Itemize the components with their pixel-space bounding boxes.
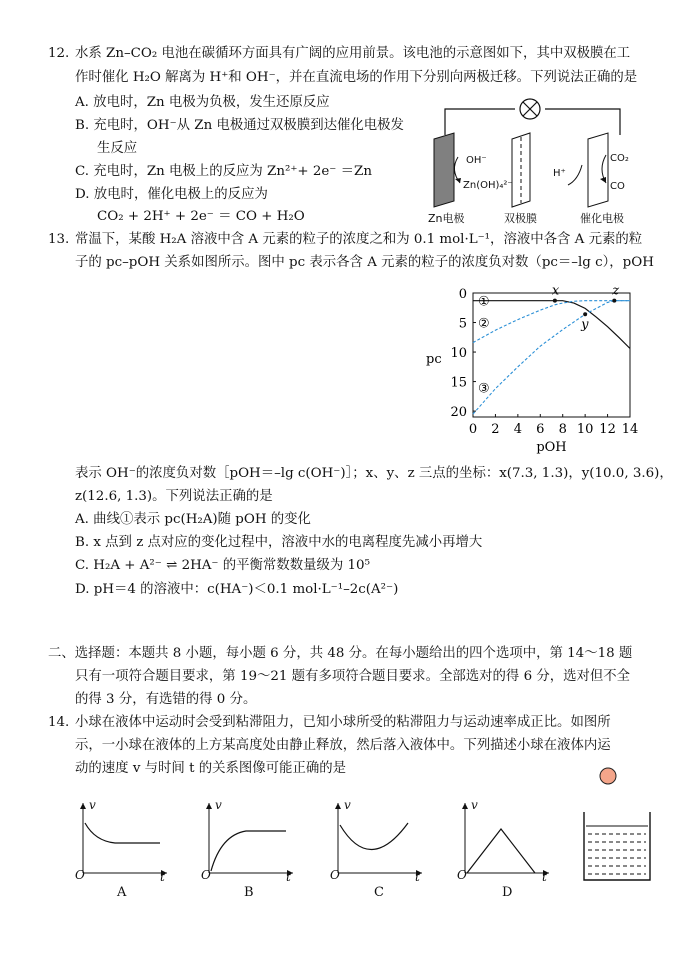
curve-1 <box>473 301 630 349</box>
q13-stem-line2: 子的 pc–pOH 关系如图所示。图中 pc 表示各含 A 元素的粒子的浓度负对数（pc＝–lg c），pOH <box>75 255 654 270</box>
catalytic-electrode-label: 催化电极 <box>580 212 624 225</box>
graph-a-o: O <box>75 868 85 882</box>
q13-stem-line1: 常温下，某酸 H₂A 溶液中含 A 元素的粒子的浓度之和为 0.1 mol·L⁻¹，溶液中各含 A 元素的粒 <box>75 232 643 247</box>
vt-curve-c <box>340 823 408 850</box>
q14-stem-line2: 示，一小球在液体的上方某高度处由静止释放，然后落入液体中。下列描述小球在液体内运 <box>75 738 611 753</box>
q12-stem-line1: 水系 Zn–CO₂ 电池在碳循环方面具有广阔的应用前景。该电池的示意图如下，其中双极膜在工 <box>75 46 631 61</box>
q14-stem-line3: 动的速度 v 与时间 t 的关系图像可能正确的是 <box>75 761 347 776</box>
graph-b-o: O <box>201 868 211 882</box>
graph-a-label: A <box>117 885 127 900</box>
zn-electrode-label: Zn电极 <box>428 212 465 225</box>
curve-label-3: ③ <box>478 381 490 397</box>
q12-option-b-line1: B. 充电时，OH⁻从 Zn 电极通过双极膜到达催化电极发 <box>75 118 404 133</box>
point-label-x: x <box>551 285 560 299</box>
bipolar-membrane <box>512 133 530 207</box>
vt-curve-d <box>467 829 535 873</box>
graph-d-o: O <box>457 868 467 882</box>
x-tick-label: 0 <box>468 422 478 437</box>
ball-liquid-diagram <box>578 760 658 890</box>
graph-b-v: v <box>215 798 222 812</box>
x-tick-label: 12 <box>599 422 616 437</box>
membrane-label: 双极膜 <box>504 212 537 225</box>
point-label-z: z <box>612 285 620 299</box>
q12-stem-line2: 作时催化 H₂O 解离为 H⁺和 OH⁻，并在直流电场的作用下分别向两极迁移。下列说法正确的是 <box>75 70 638 85</box>
co-label: CO <box>610 181 625 192</box>
h-arrow <box>568 165 582 185</box>
vt-curve-b <box>211 831 286 871</box>
graph-c-label: C <box>374 885 384 900</box>
x-tick-label: 14 <box>621 422 639 437</box>
q13-option-d: D. pH＝4 的溶液中：c(HA⁻)＜0.1 mol·L⁻¹–2c(A²⁻) <box>75 582 399 597</box>
q14-number: 14. <box>48 715 70 730</box>
ball-icon <box>600 768 616 784</box>
q12-option-c: C. 充电时，Zn 电极上的反应为 Zn²⁺+ 2e⁻ ＝Zn <box>75 164 372 179</box>
graph-b-t: t <box>286 870 291 884</box>
section2-line2: 只有一项符合题目要求，第 19～21 题有多项符合题目要求。全部选对的得 6 分，选对但不全 <box>75 669 631 684</box>
point-x <box>553 299 557 303</box>
graph-a-t: t <box>160 870 165 884</box>
pc-poh-chart <box>418 285 648 465</box>
y-tick-label: 5 <box>458 316 467 332</box>
x-tick-label: 6 <box>536 422 545 437</box>
h-plus-label: H⁺ <box>553 168 566 179</box>
point-y <box>583 312 587 316</box>
graph-a-v: v <box>89 798 96 812</box>
x-tick-label: 8 <box>558 422 567 437</box>
y-tick-label: 15 <box>450 375 467 391</box>
co2-label: CO₂ <box>610 153 629 164</box>
curve-2 <box>473 301 630 343</box>
x-axis-label: pOH <box>536 440 567 455</box>
curve-label-1: ① <box>478 294 490 310</box>
lamp-icon <box>520 99 540 119</box>
graph-b-label: B <box>244 885 254 900</box>
q13-stem-line3: 表示 OH⁻的浓度负对数［pOH＝–lg c(OH⁻)］；x、y、z 三点的坐标：x(7.3, 1.3)，y(10.0, 3.6)， <box>75 466 673 481</box>
graph-c-t: t <box>415 870 420 884</box>
q13-number: 13. <box>48 232 70 247</box>
y-axis-label: pc <box>426 352 442 367</box>
point-label-y: y <box>581 317 589 333</box>
catalytic-electrode <box>588 133 608 207</box>
section2-line3: 的得 3 分，有选错的得 0 分。 <box>75 692 257 707</box>
q13-option-a: A. 曲线①表示 pc(H₂A)随 pOH 的变化 <box>75 512 311 527</box>
graph-c-o: O <box>330 868 340 882</box>
y-tick-label: 10 <box>450 346 467 362</box>
curve-3 <box>473 301 630 414</box>
graph-d-label: D <box>502 885 513 900</box>
oh-label: OH⁻ <box>466 155 487 166</box>
x-tick-label: 4 <box>513 422 522 437</box>
zn-electrode <box>434 133 454 207</box>
point-z <box>612 299 616 303</box>
q13-option-b: B. x 点到 z 点对应的变化过程中，溶液中水的电离程度先减小再增大 <box>75 535 483 550</box>
vt-curve-a <box>85 823 160 843</box>
graph-d-t: t <box>542 870 547 884</box>
x-tick-label: 10 <box>576 422 594 437</box>
q13-option-c: C. H₂A + A²⁻ ⇌ 2HA⁻ 的平衡常数数量级为 10⁵ <box>75 558 370 573</box>
q12-option-d-line1: D. 放电时，催化电极上的反应为 <box>75 187 268 202</box>
graph-c-v: v <box>344 798 351 812</box>
q12-number: 12. <box>48 46 70 61</box>
q12-option-a: A. 放电时，Zn 电极为负极，发生还原反应 <box>75 95 330 110</box>
y-tick-label: 20 <box>450 405 467 421</box>
q12-option-b-line2: 生反应 <box>97 141 138 156</box>
y-tick-label: 0 <box>458 287 467 302</box>
q12-option-d-line2: CO₂ + 2H⁺ + 2e⁻ ＝ CO + H₂O <box>97 209 305 224</box>
curve-label-2: ② <box>478 316 490 332</box>
section2-line1: 二、选择题：本题共 8 小题，每小题 6 分，共 48 分。在每小题给出的四个选项中，第 14～18 题 <box>48 646 633 661</box>
beaker-icon <box>584 812 650 880</box>
q13-stem-line4: z(12.6, 1.3)。下列说法正确的是 <box>75 489 273 504</box>
plot-frame <box>473 293 630 417</box>
zincate-label: Zn(OH)₄²⁻ <box>463 180 513 191</box>
q14-stem-line1: 小球在液体中运动时会受到粘滞阻力，已知小球所受的粘滞阻力与运动速率成正比。如图所 <box>75 715 611 730</box>
graph-d-v: v <box>471 798 478 812</box>
x-tick-label: 2 <box>491 422 500 437</box>
